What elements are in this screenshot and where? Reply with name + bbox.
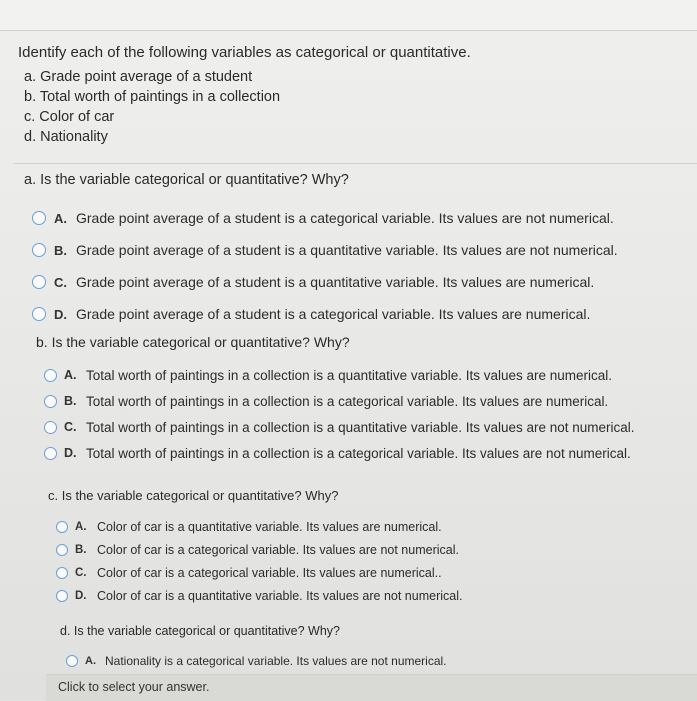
option-letter: B. xyxy=(54,242,67,258)
question-a-option-a[interactable] xyxy=(24,202,618,234)
option-text[interactable]: Color of car is a categorical variable. Its values are numerical.. xyxy=(97,565,442,580)
question-d xyxy=(60,624,447,672)
radio-button-icon[interactable] xyxy=(56,567,68,579)
option-letter: A. xyxy=(75,520,87,533)
problem-prompt xyxy=(18,44,688,147)
question-c-option-d[interactable] xyxy=(48,584,462,607)
option-text[interactable]: Total worth of paintings in a collection is a categorical variable. Its values are not numerical. xyxy=(86,445,631,461)
select-answer-hint: Click to select your answer. xyxy=(58,680,210,694)
variable-item-b: b. Total worth of paintings in a collection xyxy=(24,89,281,105)
radio-button-icon[interactable] xyxy=(66,655,78,667)
question-b-option-b[interactable] xyxy=(36,388,635,414)
variable-item-d: d. Nationality xyxy=(24,129,108,145)
question-d-text: d. Is the variable categorical or quantitative? Why? xyxy=(60,624,341,638)
question-a-option-b[interactable] xyxy=(24,234,618,266)
section-divider xyxy=(14,163,697,164)
question-c-option-a[interactable] xyxy=(48,515,462,538)
question-a-text: a. Is the variable categorical or quantitative? Why? xyxy=(24,172,349,188)
variable-item-a: a. Grade point average of a student xyxy=(24,69,253,85)
question-a-option-c[interactable] xyxy=(24,266,618,298)
question-c xyxy=(48,488,462,607)
option-letter: D. xyxy=(54,306,67,322)
radio-button-icon[interactable] xyxy=(32,243,46,257)
option-letter: C. xyxy=(64,420,77,434)
question-d-option-a[interactable] xyxy=(60,650,447,672)
option-text[interactable]: Total worth of paintings in a collection is a categorical variable. Its values are numerical. xyxy=(86,393,609,409)
option-letter: D. xyxy=(75,589,87,602)
question-b-option-c[interactable] xyxy=(36,414,635,440)
question-a xyxy=(24,172,618,330)
radio-button-icon[interactable] xyxy=(56,590,68,602)
option-text[interactable]: Grade point average of a student is a categorical variable. Its values are not numerical. xyxy=(76,210,614,226)
option-letter: A. xyxy=(54,210,67,226)
radio-button-icon[interactable] xyxy=(32,275,46,289)
question-b-option-a[interactable] xyxy=(36,362,635,388)
option-text[interactable]: Grade point average of a student is a quantitative variable. Its values are numerical. xyxy=(76,274,595,290)
radio-button-icon[interactable] xyxy=(44,421,57,434)
radio-button-icon[interactable] xyxy=(56,521,68,533)
question-c-text: c. Is the variable categorical or quantitative? Why? xyxy=(48,488,339,503)
top-bar xyxy=(0,0,697,31)
option-text[interactable]: Total worth of paintings in a collection is a quantitative variable. Its values are numerical. xyxy=(86,367,613,383)
question-c-option-b[interactable] xyxy=(48,538,462,561)
radio-button-icon[interactable] xyxy=(32,307,46,321)
option-letter: C. xyxy=(75,566,87,579)
question-b-text: b. Is the variable categorical or quantitative? Why? xyxy=(36,334,350,350)
option-letter: C. xyxy=(54,274,67,290)
option-letter: D. xyxy=(64,446,77,460)
option-text[interactable]: Grade point average of a student is a quantitative variable. Its values are not numerical. xyxy=(76,242,618,258)
option-letter: A. xyxy=(64,368,77,382)
option-text[interactable]: Color of car is a quantitative variable. Its values are numerical. xyxy=(97,519,442,534)
radio-button-icon[interactable] xyxy=(44,447,57,460)
radio-button-icon[interactable] xyxy=(32,211,46,225)
hint-bar xyxy=(46,674,697,701)
option-letter: B. xyxy=(64,394,77,408)
prompt-title: Identify each of the following variables as categorical or quantitative. xyxy=(18,44,471,61)
question-a-option-d[interactable] xyxy=(24,298,618,330)
question-c-option-c[interactable] xyxy=(48,561,462,584)
radio-button-icon[interactable] xyxy=(56,544,68,556)
radio-button-icon[interactable] xyxy=(44,369,57,382)
variable-item-c: c. Color of car xyxy=(24,109,115,125)
option-text[interactable]: Color of car is a quantitative variable. Its values are not numerical. xyxy=(97,588,463,603)
option-text[interactable]: Grade point average of a student is a categorical variable. Its values are numerical. xyxy=(76,306,591,322)
variable-list xyxy=(18,67,688,147)
option-text[interactable]: Total worth of paintings in a collection is a quantitative variable. Its values are not numerical. xyxy=(86,419,635,435)
option-text[interactable]: Nationality is a categorical variable. Its values are not numerical. xyxy=(105,654,447,668)
question-b-option-d[interactable] xyxy=(36,440,635,466)
option-letter: A. xyxy=(85,655,96,667)
option-text[interactable]: Color of car is a categorical variable. Its values are not numerical. xyxy=(97,542,459,557)
question-b xyxy=(36,334,635,466)
option-letter: B. xyxy=(75,543,87,556)
radio-button-icon[interactable] xyxy=(44,395,57,408)
